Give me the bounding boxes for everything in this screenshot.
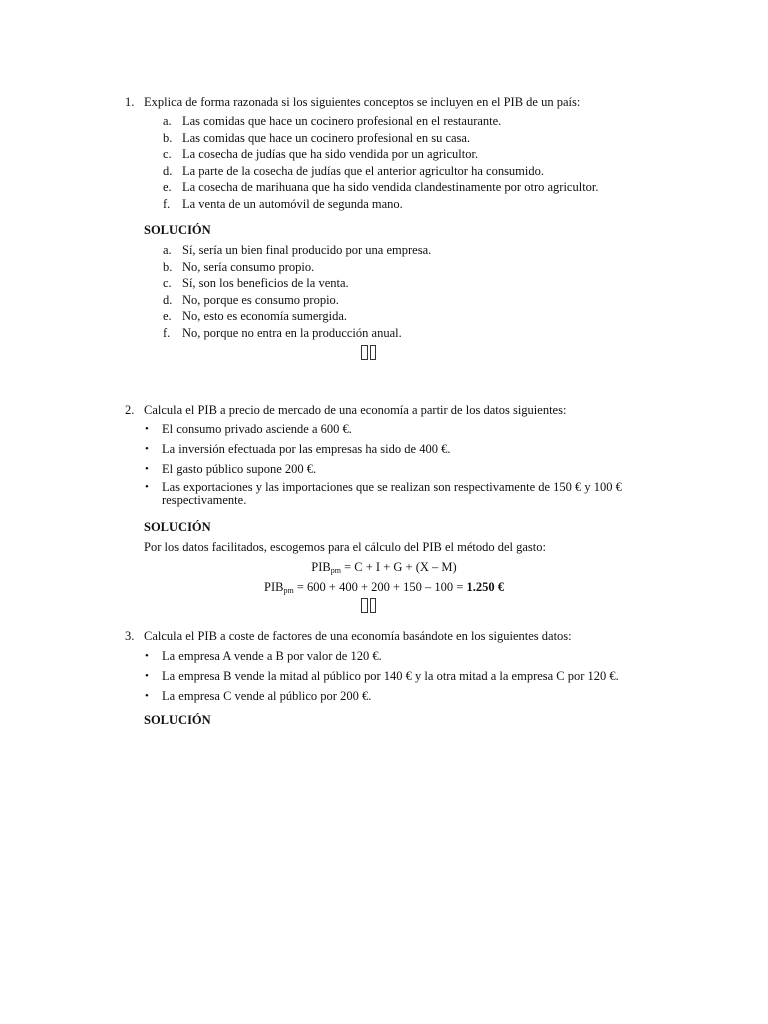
bullet-icon: • bbox=[145, 670, 149, 682]
formula-result bbox=[0, 579, 768, 596]
item-text: Sí, son los beneficios de la venta. bbox=[182, 276, 349, 290]
item-text: Las comidas que hace un cocinero profesional en su casa. bbox=[182, 130, 471, 145]
item-letter: a. bbox=[163, 114, 172, 128]
list-item bbox=[163, 130, 643, 147]
list-item bbox=[163, 259, 643, 276]
list-item bbox=[145, 421, 640, 438]
item-text: La empresa A vende a B por valor de 120 €. bbox=[162, 649, 382, 663]
item-text: Sí, sería un bien final producido por una empresa. bbox=[182, 243, 432, 257]
formula-gasto bbox=[0, 559, 768, 576]
question-2-solution-intro: Por los datos facilitados, escogemos para el cálculo del PIB el método del gasto: bbox=[144, 540, 546, 554]
list-item bbox=[145, 441, 640, 458]
question-2-data-list bbox=[145, 421, 640, 511]
item-text: El gasto público supone 200 €. bbox=[162, 462, 317, 476]
item-letter: b. bbox=[163, 130, 173, 145]
list-item bbox=[145, 461, 640, 478]
item-text: La empresa B vende la mitad al público por 140 € y la otra mitad a la empresa C por 120 €. bbox=[162, 669, 619, 683]
formula-base: PIB bbox=[264, 580, 284, 594]
list-item bbox=[163, 179, 643, 196]
list-item bbox=[163, 325, 643, 342]
item-letter: d. bbox=[163, 292, 173, 307]
bullet-icon: • bbox=[145, 463, 149, 475]
bullet-icon: • bbox=[145, 481, 149, 493]
question-1-solution-heading: SOLUCIÓN bbox=[144, 223, 211, 237]
item-text: La cosecha de judías que ha sido vendida por un agricultor. bbox=[182, 147, 479, 161]
list-item bbox=[163, 275, 643, 292]
list-item bbox=[163, 163, 643, 180]
formula-base: PIB bbox=[311, 560, 331, 574]
item-text: La inversión efectuada por las empresas ha sido de 400 €. bbox=[162, 442, 451, 456]
bullet-icon: • bbox=[145, 650, 149, 662]
list-item bbox=[163, 196, 643, 213]
formula-subscript: pm bbox=[330, 566, 341, 575]
item-letter: e. bbox=[163, 180, 172, 194]
formula-rest: = 600 + 400 + 200 + 150 – 100 = bbox=[293, 580, 467, 594]
missing-glyph-icon bbox=[361, 598, 376, 613]
item-letter: e. bbox=[163, 309, 172, 323]
item-letter: f. bbox=[163, 196, 171, 211]
item-text: El consumo privado asciende a 600 €. bbox=[162, 422, 352, 436]
bullet-icon: • bbox=[145, 423, 149, 435]
item-text: La parte de la cosecha de judías que el anterior agricultor ha consumido. bbox=[182, 163, 545, 178]
list-item bbox=[145, 668, 640, 685]
item-letter: a. bbox=[163, 243, 172, 257]
item-text: No, porque es consumo propio. bbox=[182, 292, 339, 307]
question-1-items bbox=[163, 113, 643, 212]
question-3-number: 3. bbox=[125, 629, 135, 643]
item-text: La cosecha de marihuana que ha sido vendida clandestinamente por otro agricultor. bbox=[182, 180, 599, 194]
item-text: Las exportaciones y las importaciones que se realizan son respectivamente de 150 € y 100 € respectivamente. bbox=[162, 480, 622, 507]
list-item bbox=[145, 481, 640, 507]
item-letter: c. bbox=[163, 147, 172, 161]
question-2-number: 2. bbox=[125, 403, 135, 417]
item-text: La venta de un automóvil de segunda mano. bbox=[182, 196, 403, 211]
question-3-solution-heading: SOLUCIÓN bbox=[144, 713, 211, 727]
question-1-number: 1. bbox=[125, 95, 135, 109]
question-3-data-list bbox=[145, 648, 640, 708]
item-text: No, sería consumo propio. bbox=[182, 259, 315, 274]
item-letter: f. bbox=[163, 325, 171, 340]
list-item bbox=[163, 113, 643, 130]
item-letter: b. bbox=[163, 259, 173, 274]
list-item bbox=[163, 308, 643, 325]
formula-total: 1.250 € bbox=[466, 580, 504, 594]
question-1-solutions bbox=[163, 242, 643, 341]
list-item bbox=[163, 146, 643, 163]
item-text: Las comidas que hace un cocinero profesional en el restaurante. bbox=[182, 114, 502, 128]
item-letter: c. bbox=[163, 276, 172, 290]
item-text: La empresa C vende al público por 200 €. bbox=[162, 689, 372, 703]
bullet-icon: • bbox=[145, 690, 149, 702]
list-item bbox=[163, 292, 643, 309]
missing-glyph-icon bbox=[361, 345, 376, 360]
bullet-icon: • bbox=[145, 443, 149, 455]
question-2-solution-heading: SOLUCIÓN bbox=[144, 520, 211, 534]
question-1-text: Explica de forma razonada si los siguientes conceptos se incluyen en el PIB de un país: bbox=[144, 95, 581, 109]
formula-rest: = C + I + G + (X – M) bbox=[340, 560, 457, 574]
question-3-text: Calcula el PIB a coste de factores de una economía basándote en los siguientes datos: bbox=[144, 629, 572, 643]
formula-subscript: pm bbox=[283, 586, 294, 595]
item-letter: d. bbox=[163, 163, 173, 178]
question-2-text: Calcula el PIB a precio de mercado de una economía a partir de los datos siguientes: bbox=[144, 403, 567, 417]
list-item bbox=[163, 242, 643, 259]
item-text: No, esto es economía sumergida. bbox=[182, 309, 348, 323]
list-item bbox=[145, 688, 640, 705]
item-text: No, porque no entra en la producción anual. bbox=[182, 325, 402, 340]
list-item bbox=[145, 648, 640, 665]
